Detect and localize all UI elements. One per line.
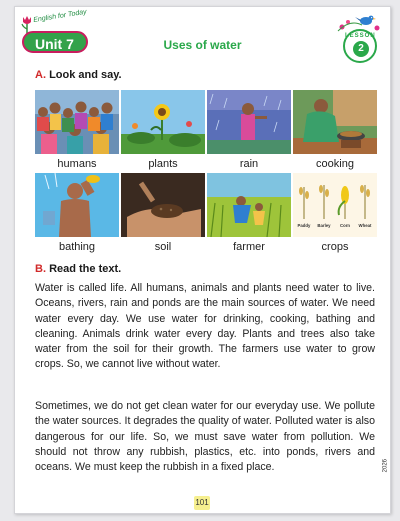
section-a-title: Look and say. xyxy=(49,69,122,81)
crop-label-wheat: Wheat xyxy=(358,223,372,228)
unit-label: Unit 7 xyxy=(22,31,88,53)
caption: plants xyxy=(148,158,178,170)
section-a-heading xyxy=(35,69,122,81)
cooking-woman-icon xyxy=(293,90,377,154)
section-b-title: Read the text. xyxy=(49,263,122,275)
people-crowd-icon xyxy=(35,90,119,154)
section-a-letter: A. xyxy=(35,69,46,81)
lesson-number: 2 xyxy=(353,41,369,57)
series-name: English for Today xyxy=(32,8,88,24)
caption: bathing xyxy=(58,241,96,253)
soil-hands-icon xyxy=(121,173,205,237)
caption: humans xyxy=(57,158,97,170)
bathing-boy-icon xyxy=(35,173,119,237)
lesson-word: LESSON xyxy=(345,33,376,39)
lesson-circle xyxy=(343,29,377,63)
cooking-image xyxy=(293,90,377,154)
paragraph-2: Sometimes, we do not get clean water for our everyday use. We pollute the water sources. It degrades the quality of water. Polluted water is also dangerous for our life. So, we must save water from pollution. We should not throw any rubbish, plastics, etc. into ponds, rivers and oceans. We must keep the rubbish in a fixed place. xyxy=(35,400,375,474)
soil-image xyxy=(121,173,205,237)
farmer-image xyxy=(207,173,291,237)
sunflower-icon xyxy=(121,90,205,154)
crop-label-corn: Corn xyxy=(339,223,351,228)
caption: cooking xyxy=(316,158,354,170)
crops-icon xyxy=(293,173,377,237)
caption: rain xyxy=(239,158,259,170)
plants-image xyxy=(121,90,205,154)
rain-image xyxy=(207,90,291,154)
paragraph-1: Water is called life. All humans, animals and plants need water to live. Oceans, rivers, rain and ponds are the main sources of water. We need water every day. We use water for drinking, cooking, bathing and cleaning. Animals drink water every day. Plants and trees also take water from the soil for their growth. The farmers use water to grow crops. So, we cannot live without water. xyxy=(35,282,375,371)
farmer-field-icon xyxy=(207,173,291,237)
side-code: 2026 xyxy=(382,459,388,473)
crop-label-barley: Barley xyxy=(317,223,331,228)
textbook-page xyxy=(14,6,391,514)
humans-image xyxy=(35,90,119,154)
crops-image xyxy=(293,173,377,237)
page-number: 101 xyxy=(194,496,210,510)
caption: farmer xyxy=(233,241,265,253)
section-b-heading xyxy=(35,263,121,275)
caption: crops xyxy=(321,241,349,253)
section-b-letter: B. xyxy=(35,263,46,275)
lesson-badge xyxy=(336,13,384,71)
rain-girl-icon xyxy=(207,90,291,154)
caption: soil xyxy=(154,241,172,253)
bathing-image xyxy=(35,173,119,237)
page-title: Uses of water xyxy=(163,38,242,52)
crop-label-paddy: Paddy xyxy=(297,223,311,228)
